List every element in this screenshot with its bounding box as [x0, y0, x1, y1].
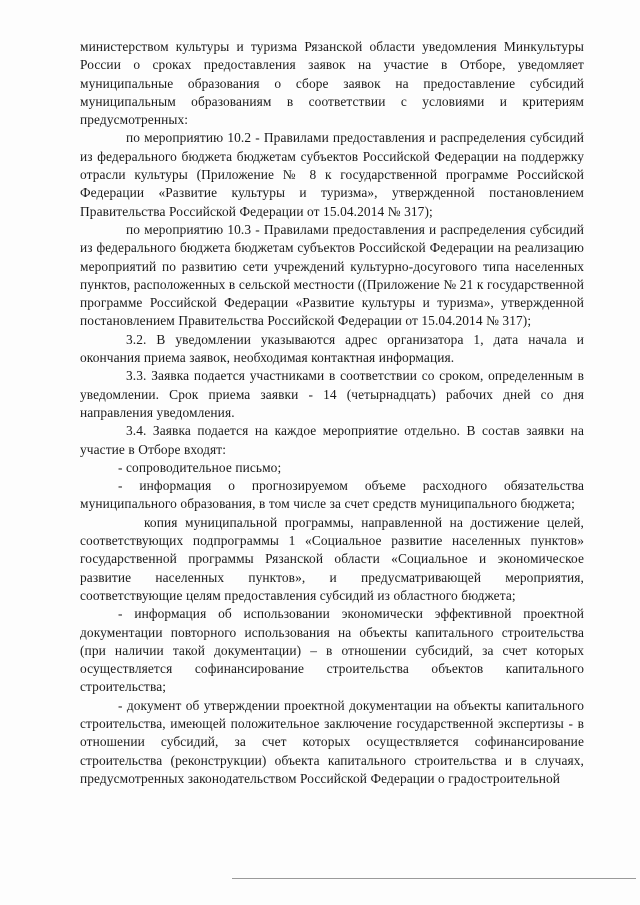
paragraph-measure-10-2: по мероприятию 10.2 - Правилами предоставления и распределения субсидий из федерального бюджета бюджетам субъектов Российской Федерации на поддержку отрасли культуры (Приложение № 8 к государственной программе Российской Федерации «Развитие культуры и туризма», утвержденной постановлением Правительства Российской Федерации от 15.04.2014 № 317); — [80, 130, 584, 219]
list-item-approval-document: - документ об утверждении проектной документации на объекты капитального строительства, имеющей положительное заключение государственной экспертизы - в отношении субсидий, за счет которых осуществляется софинансирование строительства (реконструкции) объекта капитального строительства и в случаях, предусмотренных законодательством Российской Федерации о градостроительной — [80, 697, 584, 786]
list-item-forecast-info: - информация о прогнозируемом объеме расходного обязательства муниципального образования, в том числе за счет средств муниципального бюджета; — [80, 478, 584, 512]
scan-edge-line — [232, 878, 636, 879]
list-item-program-copy: копия муниципальной программы, направленной на достижение целей, соответствующих подпрограммы 1 «Социальное развитие населенных пунктов» государственной программы Рязанской области «Социальное и экономическое развитие населенных пунктов», и предусматривающей мероприятия, соответствующие целям предоставления субсидий из областного бюджета; — [80, 514, 584, 603]
paragraph-intro: министерством культуры и туризма Рязанской области уведомления Минкультуры России о сроках предоставления заявок на участие в Отборе, уведомляет муниципальные образования о сборе заявок на предоставление субсидий муниципальным образованиям в соответствии с условиями и критериям предусмотренных: — [80, 39, 584, 128]
list-item-cover-letter: - сопроводительное письмо; — [118, 459, 282, 475]
list-item-design-docs-info: - информация об использовании экономически эффективной проектной документации повторного использования на объекты капитального строительства (при наличии такой документации) – в отношении субсидий, за счет которых осуществляется софинансирование строительства объектов капитального строительства; — [80, 606, 584, 695]
paragraph-measure-10-3: по мероприятию 10.3 - Правилами предоставления и распределения субсидий из федерального бюджета бюджетам субъектов Российской Федерации на реализацию мероприятий по развитию сети учреждений культурно-досугового типа населенных пунктов, расположенных в сельской местности ((Приложение № 21 к государственной программе Российской Федерации «Развитие культуры и туризма», утвержденной постановлением Правительства Российской Федерации от 15.04.2014 № 317); — [80, 221, 584, 329]
document-body — [80, 38, 584, 788]
paragraph-3-2: 3.2. В уведомлении указываются адрес организатора 1, дата начала и окончания приема заявок, необходимая контактная информация. — [80, 331, 584, 366]
paragraph-3-3: 3.3. Заявка подается участниками в соответствии со сроком, определенным в уведомлении. Срок приема заявки - 14 (четырнадцать) рабочих дней со дня направления уведомления. — [80, 368, 584, 420]
paragraph-3-4: 3.4. Заявка подается на каждое мероприятие отдельно. В состав заявки на участие в Отборе входят: — [80, 423, 584, 457]
